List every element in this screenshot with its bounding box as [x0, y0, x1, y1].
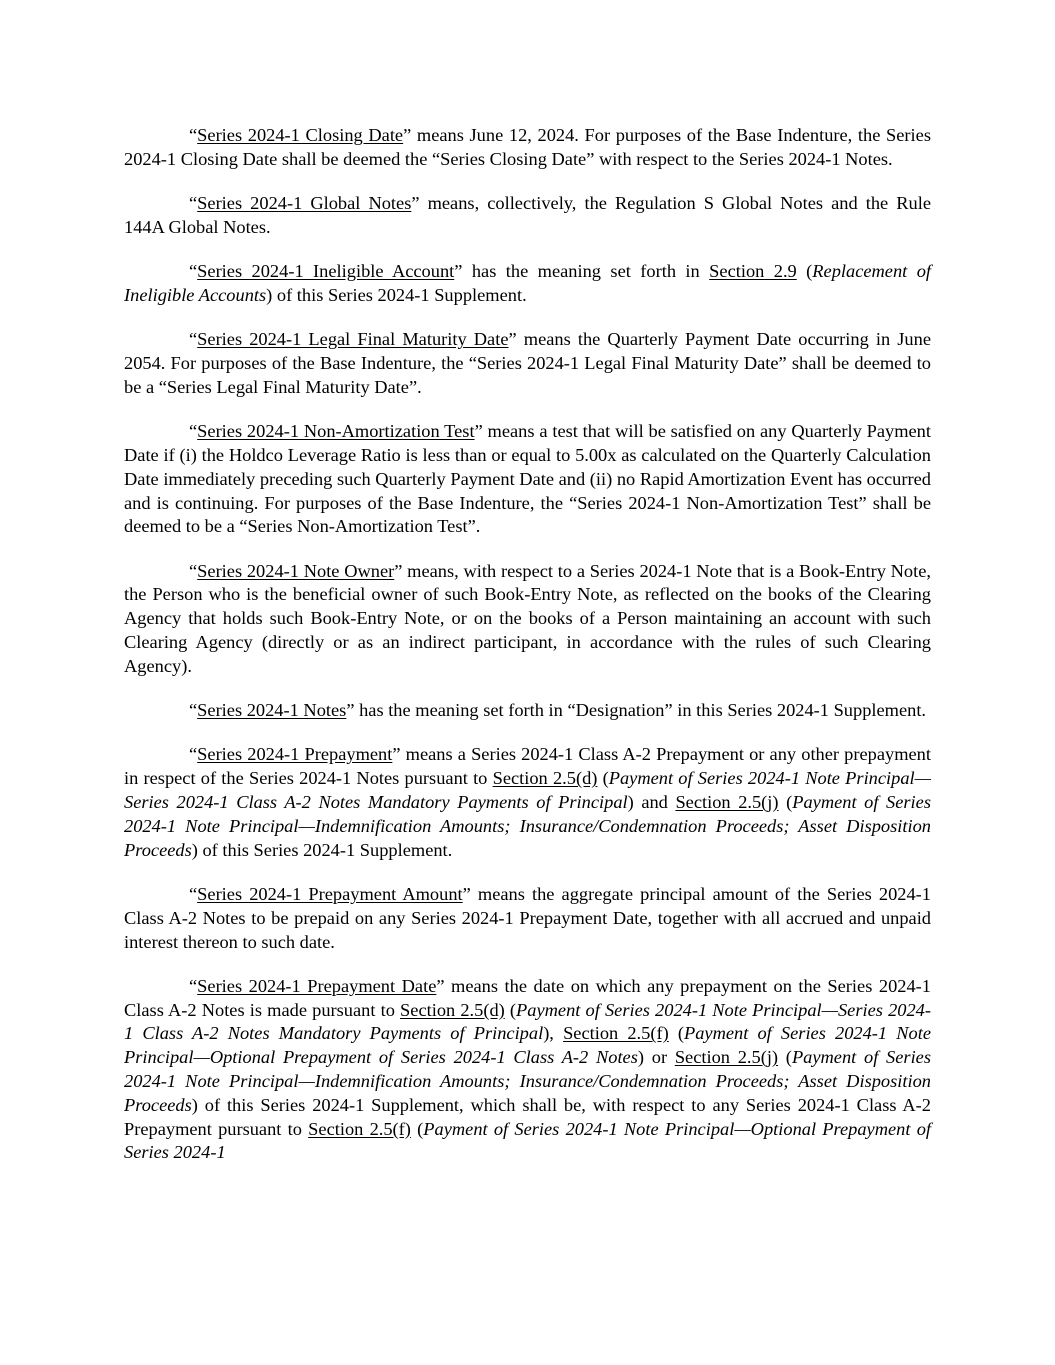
definition-paragraph	[124, 699, 931, 723]
definition-paragraph	[124, 328, 931, 399]
section-caption: Payment of Series 2024-1 Note Principal—Optional Prepayment of Series 2024-1	[124, 1118, 932, 1163]
definition-text: ” means the aggregate principal amount of the Series 2024-1 Class A-2 Notes to be prepaid on any Series 2024-1 Prepayment Date, together with all accrued and unpaid interest thereon to such date.	[124, 883, 931, 952]
definition-text: “	[189, 883, 198, 904]
section-reference: Section 2.5(d)	[492, 768, 598, 789]
definition-text: “	[189, 560, 198, 581]
definition-text: “	[189, 329, 198, 350]
definition-text: (	[778, 792, 793, 813]
definition-text: (	[668, 1023, 684, 1044]
definition-text: (	[778, 1047, 792, 1068]
section-reference: Section 2.9	[709, 261, 797, 282]
defined-term: Series 2024-1 Prepayment	[197, 744, 393, 765]
definition-paragraph	[124, 743, 931, 862]
definition-text: “	[189, 421, 198, 442]
definition-paragraph	[124, 260, 931, 308]
section-caption: Replacement of Ineligible Accounts	[124, 261, 931, 305]
section-caption: Payment of Series 2024-1 Note Principal—Series 2024-1 Class A-2 Notes Mandatory Payments of Principal	[124, 999, 931, 1044]
definition-text: ” means the date on which any prepayment on the Series 2024-1 Class A-2 Notes is made pursuant to	[124, 975, 931, 1020]
section-caption: Payment of Series 2024-1 Note Principal—Series 2024-1 Class A-2 Notes Mandatory Payments of Principal	[124, 768, 931, 813]
defined-term: Series 2024-1 Non-Amortization Test	[197, 421, 475, 442]
definition-text: “	[189, 700, 198, 721]
definition-text: “	[189, 744, 198, 765]
definition-text: (	[504, 999, 517, 1020]
definition-text: (	[597, 768, 609, 789]
definition-text: ” means, collectively, the Regulation S Global Notes and the Rule 144A Global Notes.	[124, 193, 931, 237]
definition-paragraph	[124, 420, 931, 539]
definition-text: “	[189, 261, 198, 282]
definition-text: ) or	[637, 1047, 675, 1068]
defined-term: Series 2024-1 Legal Final Maturity Date	[197, 329, 509, 350]
definition-paragraph	[124, 975, 931, 1165]
definition-text: ” means a Series 2024-1 Class A-2 Prepayment or any other prepayment in respect of the Series 2024-1 Notes pursuant to	[124, 744, 931, 789]
definition-paragraph	[124, 560, 931, 679]
section-reference: Section 2.5(j)	[674, 1047, 779, 1068]
section-reference: Section 2.5(f)	[308, 1118, 411, 1139]
definition-text: ) and	[627, 792, 676, 813]
defined-term: Series 2024-1 Notes	[197, 700, 347, 721]
definition-text: ) of this Series 2024-1 Supplement.	[191, 839, 453, 860]
section-reference: Section 2.5(d)	[400, 999, 505, 1020]
section-caption: Payment of Series 2024-1 Note Principal—Optional Prepayment of Series 2024-1 Class A-2 Notes	[124, 1023, 931, 1068]
section-caption: Payment of Series 2024-1 Note Principal—Indemnification Amounts; Insurance/Condemnation Proceeds; Asset Disposition Proceeds	[124, 792, 931, 860]
definition-text: (	[796, 261, 813, 282]
definition-text: ” means a test that will be satisfied on any Quarterly Payment Date if (i) the Holdco Leverage Ratio is less than or equal to 5.00x as calculated on the Quarterly Calculation Date immediately preceding such Quarterly Payment Date and (ii) no Rapid Amortization Event has occurred and is continuing. For purposes of the Base Indenture, the “Series 2024-1 Non-Amortization Test” shall be deemed to be a “Series Non-Amortization Test”.	[124, 421, 931, 537]
defined-term: Series 2024-1 Prepayment Amount	[197, 883, 463, 904]
definition-text: ” means, with respect to a Series 2024-1 Note that is a Book-Entry Note, the Person who is the beneficial owner of such Book-Entry Note, as reflected on the books of the Clearing Agency that holds such Book-Entry Note, or on the books of a Person maintaining an account with such Clearing Agency (directly or as an indirect participant, in accordance with the rules of such Clearing Agency).	[124, 560, 931, 676]
section-caption: Payment of Series 2024-1 Note Principal—Indemnification Amounts; Insurance/Condemnation Proceeds; Asset Disposition Proceeds	[124, 1047, 931, 1115]
definition-text: ) of this Series 2024-1 Supplement, which shall be, with respect to any Series 2024-1 Class A-2 Prepayment pursuant to	[124, 1094, 931, 1139]
definition-paragraph	[124, 124, 931, 172]
definition-text: “	[189, 193, 198, 214]
definition-text: “	[189, 125, 198, 145]
section-reference: Section 2.5(f)	[563, 1023, 669, 1044]
definition-text: ” has the meaning set forth in	[454, 261, 710, 282]
defined-term: Series 2024-1 Closing Date	[197, 125, 404, 145]
definition-text: ” has the meaning set forth in “Designation” in this Series 2024-1 Supplement.	[346, 700, 927, 721]
definition-paragraph	[124, 883, 931, 954]
definition-text: “	[189, 975, 198, 996]
definition-text: ” means the Quarterly Payment Date occurring in June 2054. For purposes of the Base Indenture, the “Series 2024-1 Legal Final Maturity Date” shall be deemed to be a “Series Legal Final Maturity Date”.	[124, 329, 931, 397]
section-reference: Section 2.5(j)	[675, 792, 779, 813]
definition-text: ” means June 12, 2024. For purposes of the Base Indenture, the Series 2024-1 Closing Date shall be deemed the “Series Closing Date” with respect to the Series 2024-1 Notes.	[124, 125, 931, 169]
defined-term: Series 2024-1 Note Owner	[197, 560, 395, 581]
defined-term: Series 2024-1 Global Notes	[197, 193, 412, 214]
defined-term: Series 2024-1 Ineligible Account	[197, 261, 455, 282]
definition-text: ),	[543, 1023, 564, 1044]
definition-paragraph	[124, 192, 931, 240]
definition-text: ) of this Series 2024-1 Supplement.	[266, 284, 527, 305]
defined-term: Series 2024-1 Prepayment Date	[197, 975, 437, 996]
definition-text: (	[410, 1118, 424, 1139]
